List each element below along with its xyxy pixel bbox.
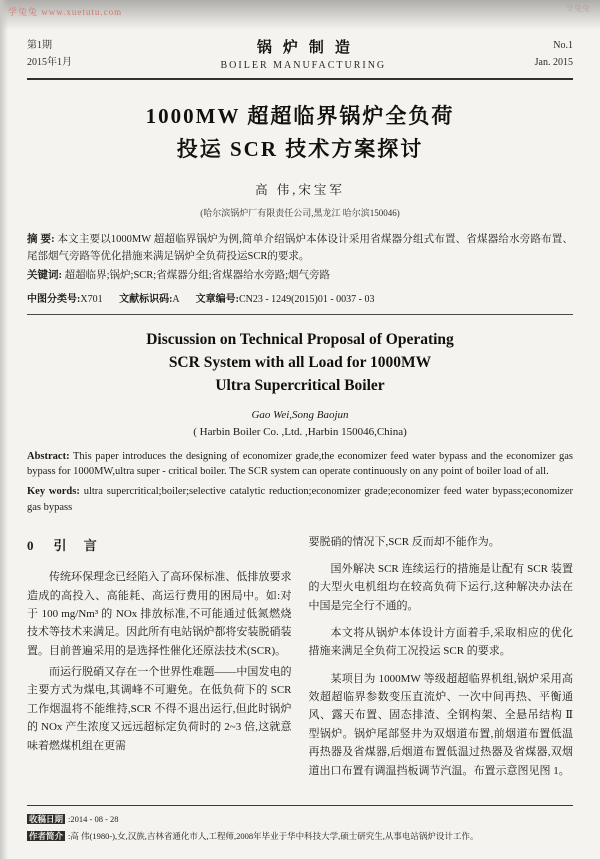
section-title: 引 言 [53, 537, 104, 553]
paragraph: 而运行脱硝又存在一个世界性难题——中国发电的主要方式为煤电,其调峰不可避免。在低负荷下的 SCR 工作烟温将不能维持,SCR 不得不退出运行,但此时锅炉的 NOx 产生浓度又远远超标定负荷时的 2~3 倍,这就意味着燃煤机组在更需 [27, 666, 292, 752]
abstract-cn-label: 摘 要: [27, 234, 55, 246]
article-title-cn [27, 100, 573, 165]
header-right [535, 37, 573, 71]
abstract-en-text: This paper introduces the designing of economizer grade,the economizer feed water bypass and the economizer gas bypass for 1000MW,ultra super - critical boiler. The SCR system can operate continuously on any point of boiler load of all. [27, 450, 573, 478]
page-footer [27, 805, 573, 845]
keywords-cn-label: 关键词: [27, 270, 62, 282]
abstract-cn [27, 232, 573, 265]
affiliation-en: ( Harbin Boiler Co. ,Ltd. ,Harbin 150046,China) [193, 425, 407, 438]
abstract-en [27, 449, 573, 481]
article-title-cn-line1: 1000MW 超超临界锅炉全负荷 [145, 104, 455, 128]
article-title-en-line2: SCR System with all Load for 1000MW [168, 354, 432, 372]
paragraph: 要脱硝的情况下,SCR 反而却不能作为。 [308, 535, 500, 548]
article-title-en-line3: Ultra Supercritical Boiler [215, 377, 385, 395]
keywords-en-text: ultra supercritical;boiler;selective catalytic reduction;economizer grade;economizer feed water bypass;economizer gas bypass [27, 486, 573, 513]
issue-date-cn: 2015年1月 [27, 56, 72, 68]
authors-en: Gao Wei,Song Baojun [251, 408, 349, 421]
keywords-cn-text: 超超临界;锅炉;SCR;省煤器分组;省煤器给水旁路;烟气旁路 [64, 270, 331, 282]
header-center [221, 36, 387, 71]
issue-number-cn: 第1期 [27, 39, 52, 51]
paragraph: 某项目为 1000MW 等级超超临界机组,锅炉采用高效超超临界参数变压直流炉、一次中间再热、平衡通风、露天布置、固态排渣、全钢构架、全悬吊结构 Ⅱ 型锅炉。锅炉尾部竖井为双烟道布置,前烟道布置低温再热器及省煤器,后烟道布置低温过热器及省煤器,双烟道出口布置有调温挡板调节汽温。布置示意图见图 1。 [308, 672, 573, 777]
issue-date-en: Jan. 2015 [534, 56, 573, 68]
watermark-right: 学兔兔 [566, 4, 590, 13]
article-title-cn-line2: 投运 SCR 技术方案探讨 [176, 136, 424, 161]
classification-row [27, 290, 573, 305]
paragraph: 国外解决 SCR 连续运行的措施是让配有 SCR 装置的大型火电机组均在较高负荷下运行,这种解决办法在中国是完全行不通的。 [308, 562, 573, 612]
journal-header [27, 36, 573, 71]
keywords-en [27, 484, 573, 516]
clc-number: 中图分类号:X701 [27, 293, 103, 305]
body-columns [27, 533, 573, 789]
journal-title-cn: 锅炉制造 [256, 40, 361, 56]
paragraph: 传统环保理念已经陷入了高环保标准、低排放要求造成的高投入、高能耗、高运行费用的困局中。如:对于 100 mg/Nm³ 的 NOx 排放标准,不可能通过低氮燃烧技术等技术来满足。因此所有电站锅炉都将安装脱硝装置。目前普遍采用的是选择性催化还原法技术(SCR)。 [27, 571, 292, 657]
document-code: 文献标识码:A [119, 293, 180, 305]
watermark-left: 学兔兔 www.xuetutu.com [8, 7, 123, 17]
keywords-en-label: Key words: [27, 486, 80, 498]
right-column [309, 533, 574, 789]
front-matter-rule [27, 314, 573, 315]
header-rule [27, 78, 573, 80]
author-bio: 作者简介 :高 伟(1980-),女,汉族,吉林省通化市人,工程师,2008年毕业于华中科技大学,硕士研究生,从事电站锅炉设计工作。 [29, 831, 479, 841]
abstract-en-label: Abstract: [27, 450, 70, 462]
article-title-en [27, 328, 573, 398]
header-left [27, 37, 72, 71]
paragraph: 本文将从锅炉本体设计方面着手,采取相应的优化措施来满足全负荷工况投运 SCR 的要求。 [308, 627, 573, 658]
received-date: 收稿日期 :2014 - 08 - 28 [29, 814, 119, 824]
journal-title-en: BOILER MANUFACTURING [220, 60, 387, 71]
keywords-cn [27, 268, 573, 285]
section-number: 0 [27, 537, 34, 553]
article-title-en-line1: Discussion on Technical Proposal of Operating [146, 330, 454, 348]
section-heading-intro [27, 535, 292, 557]
abstract-cn-text: 本文主要以1000MW 超超临界锅炉为例,简单介绍锅炉本体设计采用省煤器分组式布置、省煤器给水旁路布置、尾部烟气旁路等优化措施来满足锅炉全负荷投运SCR的要求。 [27, 234, 573, 262]
article-number: 文章编号:CN23 - 1249(2015)01 - 0037 - 03 [195, 293, 375, 305]
affiliation-cn: (哈尔滨锅炉厂有限责任公司,黑龙江 哈尔滨150046) [200, 208, 400, 219]
authors-cn: 高 伟,宋宝军 [255, 183, 345, 198]
left-column [27, 533, 292, 789]
issue-number-en: No.1 [553, 39, 573, 51]
